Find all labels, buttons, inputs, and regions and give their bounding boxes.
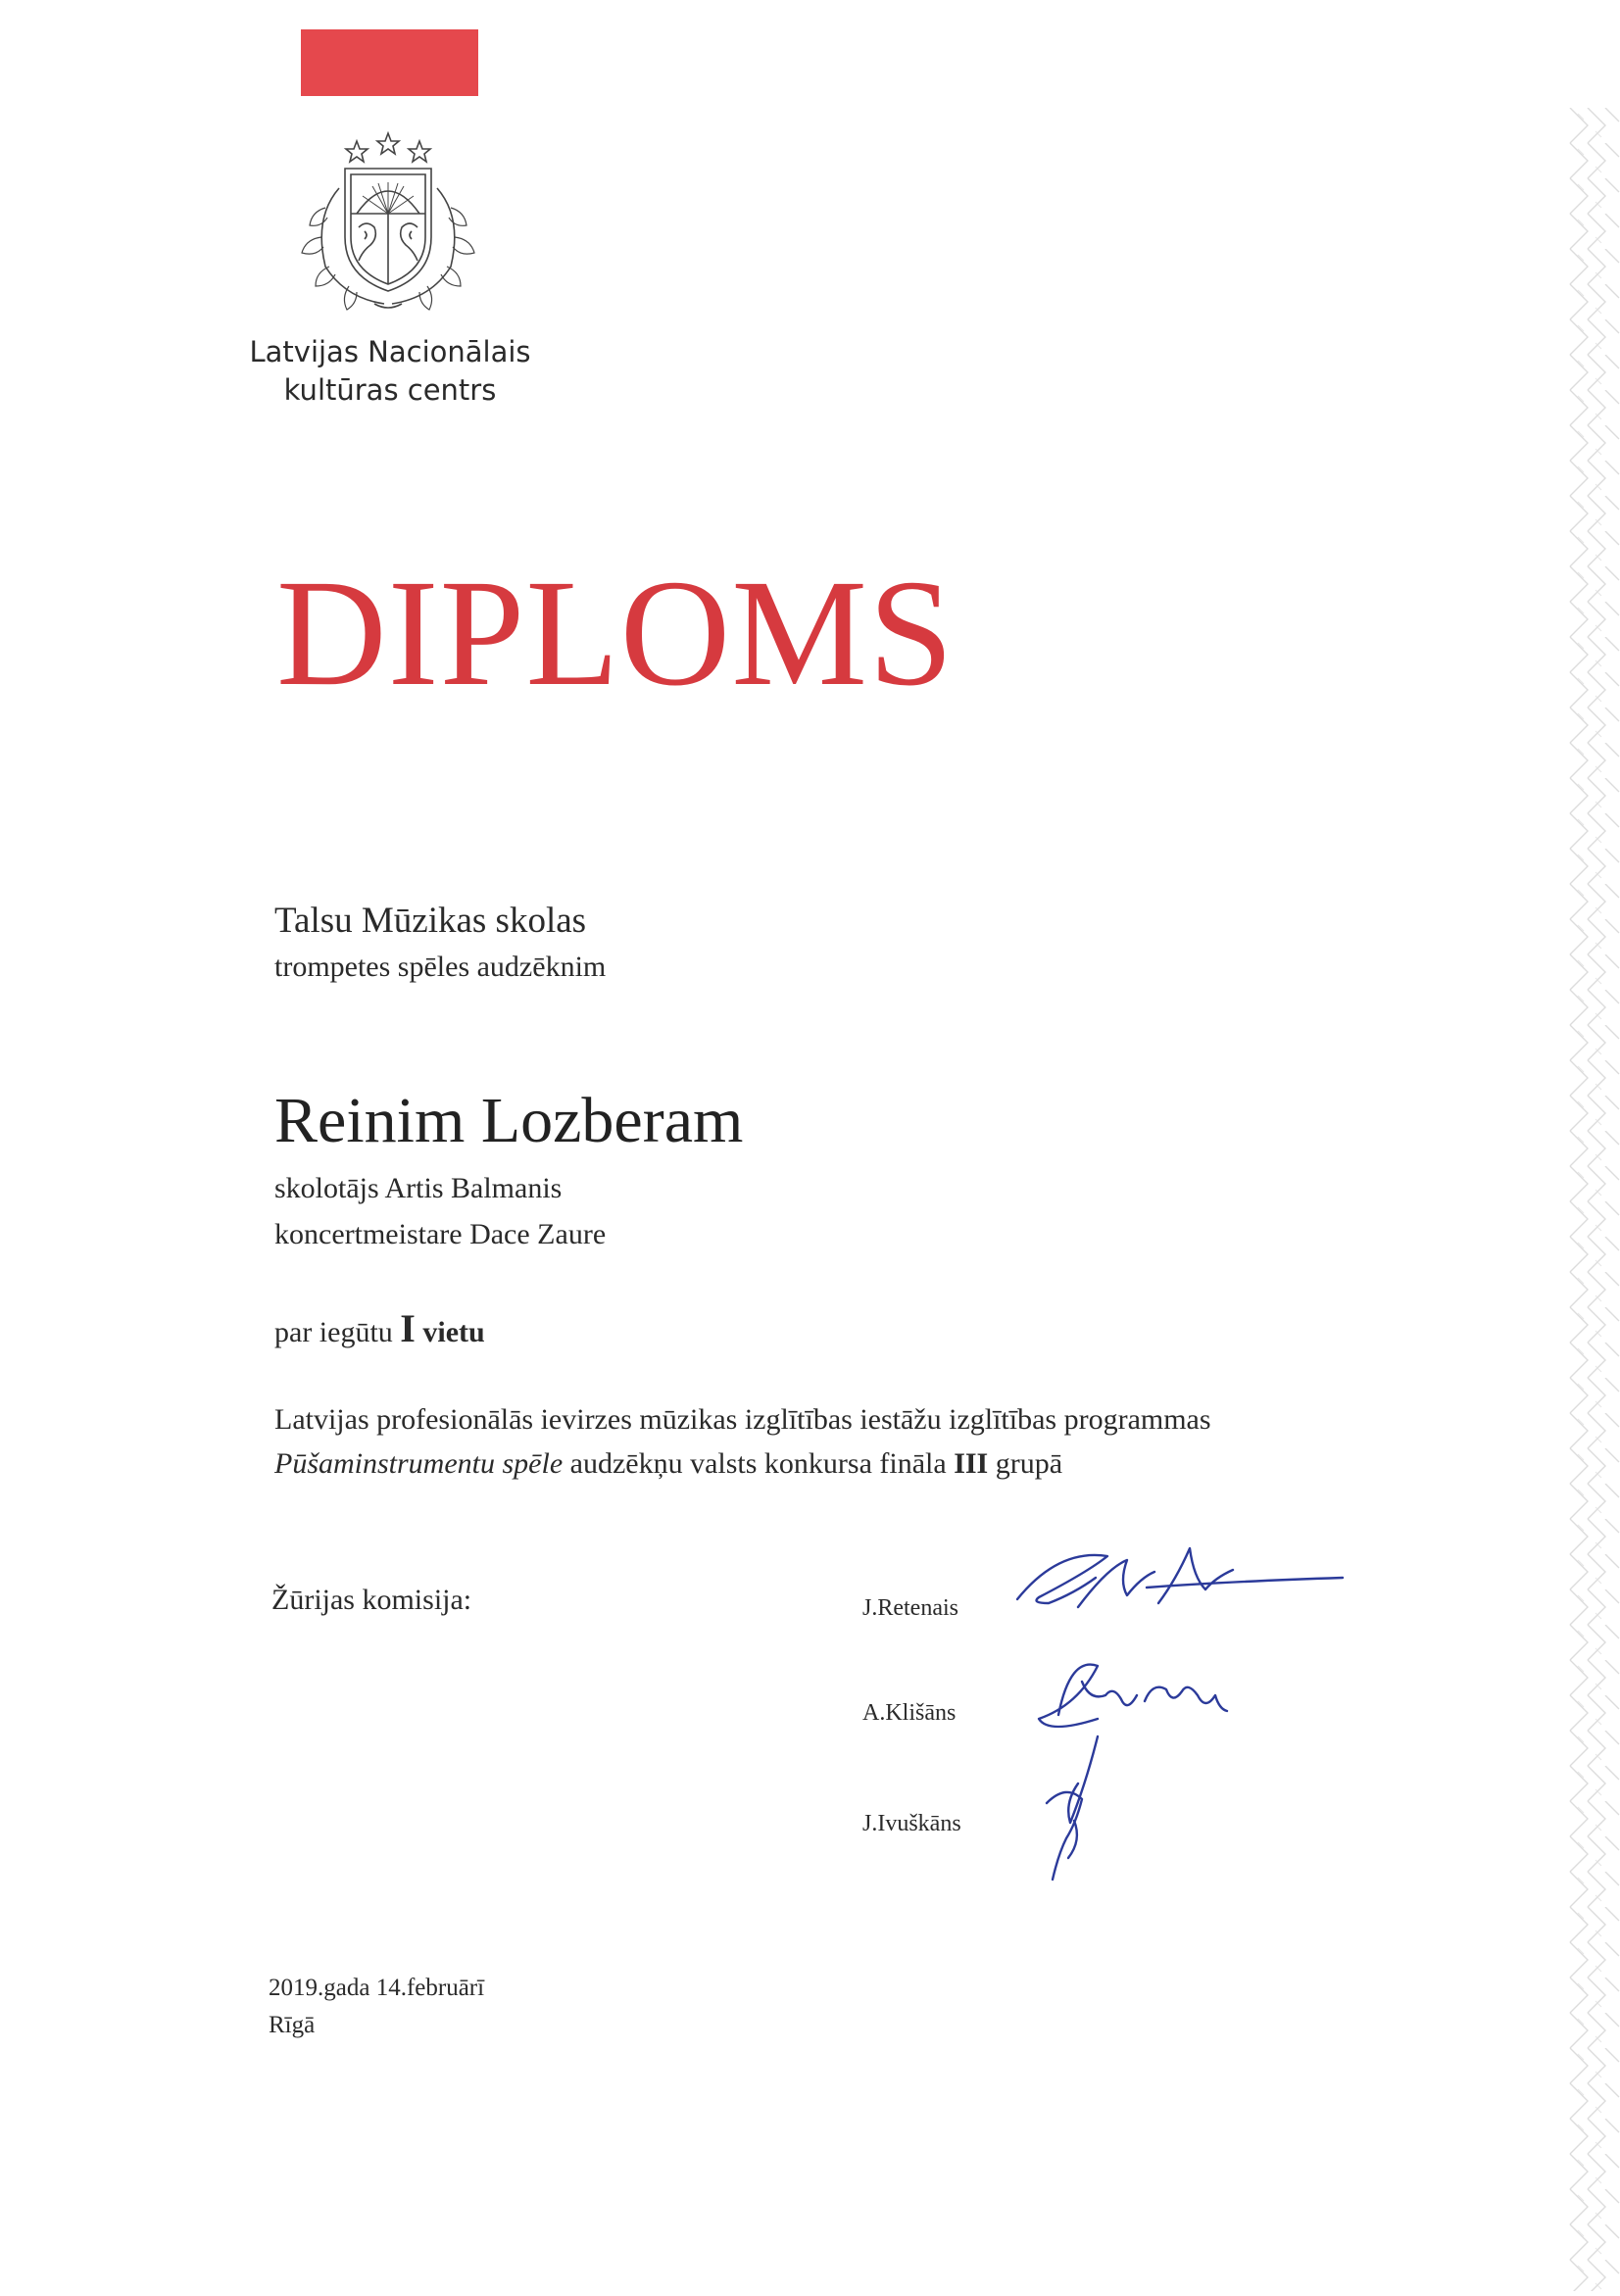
place-prefix: par iegūtu <box>274 1316 393 1348</box>
diploma-title: DIPLOMS <box>276 548 955 717</box>
jury-label: Žūrijas komisija: <box>271 1584 472 1616</box>
student-role: trompetes spēles audzēknim <box>274 951 607 983</box>
handwritten-signatures <box>980 1509 1372 1901</box>
issue-city: Rīgā <box>269 2012 316 2038</box>
place-awarded <box>274 1305 485 1351</box>
organization-name <box>243 333 537 410</box>
accompanist-name: koncertmeistare Dace Zaure <box>274 1218 607 1250</box>
place-rank: I <box>400 1306 416 1350</box>
group-number: III <box>954 1447 989 1480</box>
jury-member-3: J.Ivuškāns <box>862 1811 961 1836</box>
decorative-border-pattern <box>1566 108 1620 2291</box>
description-line-2 <box>274 1447 1062 1481</box>
place-suffix: vietu <box>422 1316 485 1348</box>
issue-date: 2019.gada 14.februārī <box>269 1975 485 2001</box>
jury-member-2: A.Klišāns <box>862 1700 957 1726</box>
description-mid: audzēkņu valsts konkursa fināla <box>569 1447 947 1480</box>
organization-line-1: Latvijas Nacionālais <box>249 335 531 368</box>
description-line-1: Latvijas profesionālās ievirzes mūzikas izglītības iestāžu izglītības programmas <box>274 1403 1211 1436</box>
program-name: Pūšaminstrumentu spēle <box>274 1447 564 1480</box>
description-end: grupā <box>995 1447 1063 1480</box>
brand-red-bar <box>301 29 478 96</box>
school-name: Talsu Mūzikas skolas <box>274 901 587 941</box>
organization-line-2: kultūras centrs <box>283 373 497 407</box>
teacher-name: skolotājs Artis Balmanis <box>274 1172 563 1204</box>
jury-member-1: J.Retenais <box>862 1595 958 1621</box>
latvia-coat-of-arms-icon <box>296 129 480 316</box>
recipient-name: Reinim Lozberam <box>274 1085 744 1156</box>
